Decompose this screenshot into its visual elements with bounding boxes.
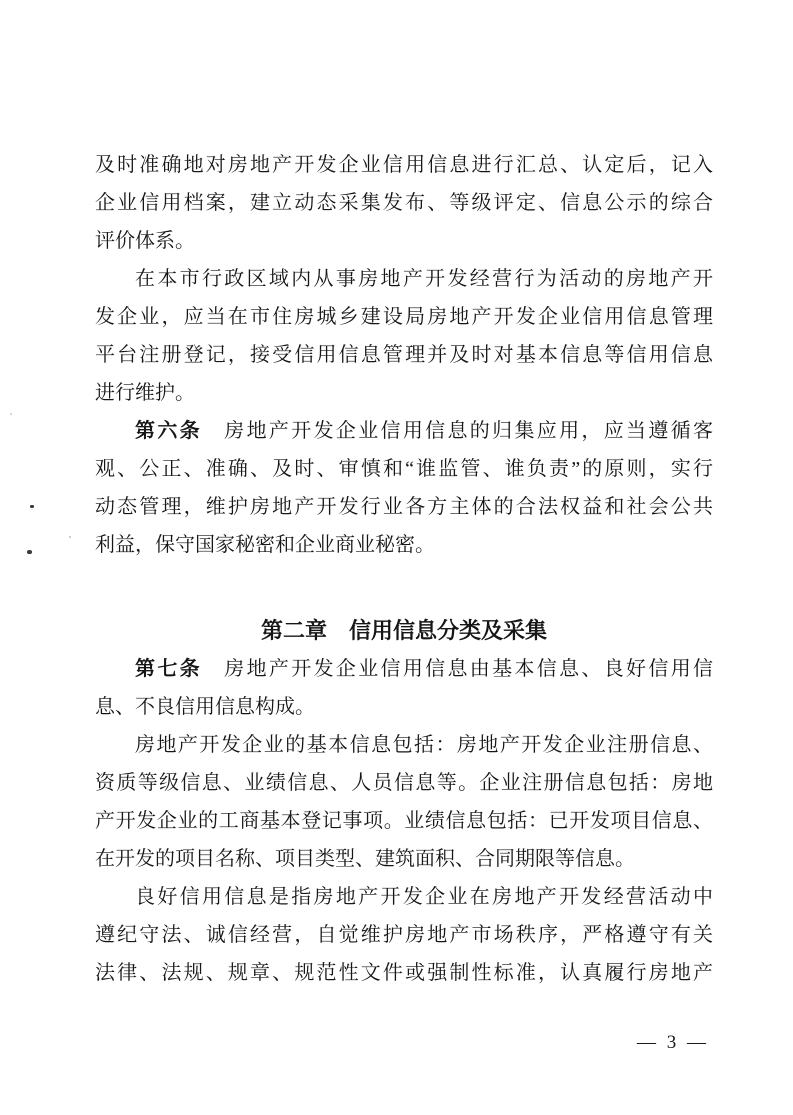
text-line <box>95 146 713 184</box>
text-line <box>95 298 713 336</box>
line-text: 遵纪守法、诚信经营，自觉维护房地产市场秩序，严格遵守有关 <box>95 924 713 946</box>
line-text: 房地产开发企业的基本信息包括：房地产开发企业注册信息、 <box>135 734 713 756</box>
text-line <box>95 184 713 222</box>
line-text: 资质等级信息、业绩信息、人员信息等。企业注册信息包括：房地 <box>95 772 713 794</box>
text-line <box>95 650 713 688</box>
chapter-heading: 第二章 信用信息分类及采集 <box>260 618 547 643</box>
text-line <box>95 488 713 526</box>
line-text: 产开发企业的工商基本登记事项。业绩信息包括：已开发项目信息、 <box>95 810 713 832</box>
text-line <box>95 526 713 564</box>
text-line <box>95 688 713 726</box>
line-text: 房地产开发企业信用信息的归集应用，应当遵循客 <box>201 420 713 442</box>
scan-speck <box>10 413 12 415</box>
line-text: 息、不良信用信息构成。 <box>95 696 315 718</box>
text-line <box>95 260 713 298</box>
text-line <box>95 374 713 412</box>
line-text: 在本市行政区域内从事房地产开发经营行为活动的房地产开 <box>135 268 713 290</box>
line-text: 平台注册登记，接受信用信息管理并及时对基本信息等信用信息 <box>95 344 713 366</box>
page-number: — 3 — <box>637 1032 709 1053</box>
line-text: 在开发的项目名称、项目类型、建筑面积、合同期限等信息。 <box>95 848 635 870</box>
scan-speck <box>69 536 71 538</box>
line-text: 动态管理，维护房地产开发行业各方主体的合法权益和社会公共 <box>95 496 713 518</box>
line-text: 发企业，应当在市住房城乡建设局房地产开发企业信用信息管理 <box>95 306 713 328</box>
scan-speck <box>27 550 32 554</box>
line-text: 法律、法规、规章、规范性文件或强制性标准，认真履行房地产 <box>95 962 713 984</box>
text-line <box>95 840 713 878</box>
line-text: 进行维护。 <box>95 382 195 404</box>
article-number: 第七条 <box>135 658 202 680</box>
text-line <box>95 726 713 764</box>
line-text: 利益，保守国家秘密和企业商业秘密。 <box>95 534 435 556</box>
line-text: 评价体系。 <box>95 230 195 252</box>
line-text: 良好信用信息是指房地产开发企业在房地产开发经营活动中 <box>135 886 713 908</box>
text-line <box>95 878 713 916</box>
text-line <box>95 412 713 450</box>
article-number: 第六条 <box>135 420 202 442</box>
text-line <box>95 336 713 374</box>
scan-speck <box>30 505 34 508</box>
text-line <box>95 954 713 992</box>
text-line <box>95 450 713 488</box>
text-line <box>95 764 713 802</box>
line-text: 及时准确地对房地产开发企业信用信息进行汇总、认定后，记入 <box>95 154 713 176</box>
line-text: 观、公正、准确、及时、审慎和“谁监管、谁负责”的原则，实行 <box>95 458 713 480</box>
line-text: 房地产开发企业信用信息由基本信息、良好信用信 <box>201 658 713 680</box>
text-line <box>95 222 713 260</box>
text-line <box>95 916 713 954</box>
line-text: 企业信用档案，建立动态采集发布、等级评定、信息公示的综合 <box>95 192 713 214</box>
document-body <box>95 146 713 992</box>
text-line <box>95 802 713 840</box>
